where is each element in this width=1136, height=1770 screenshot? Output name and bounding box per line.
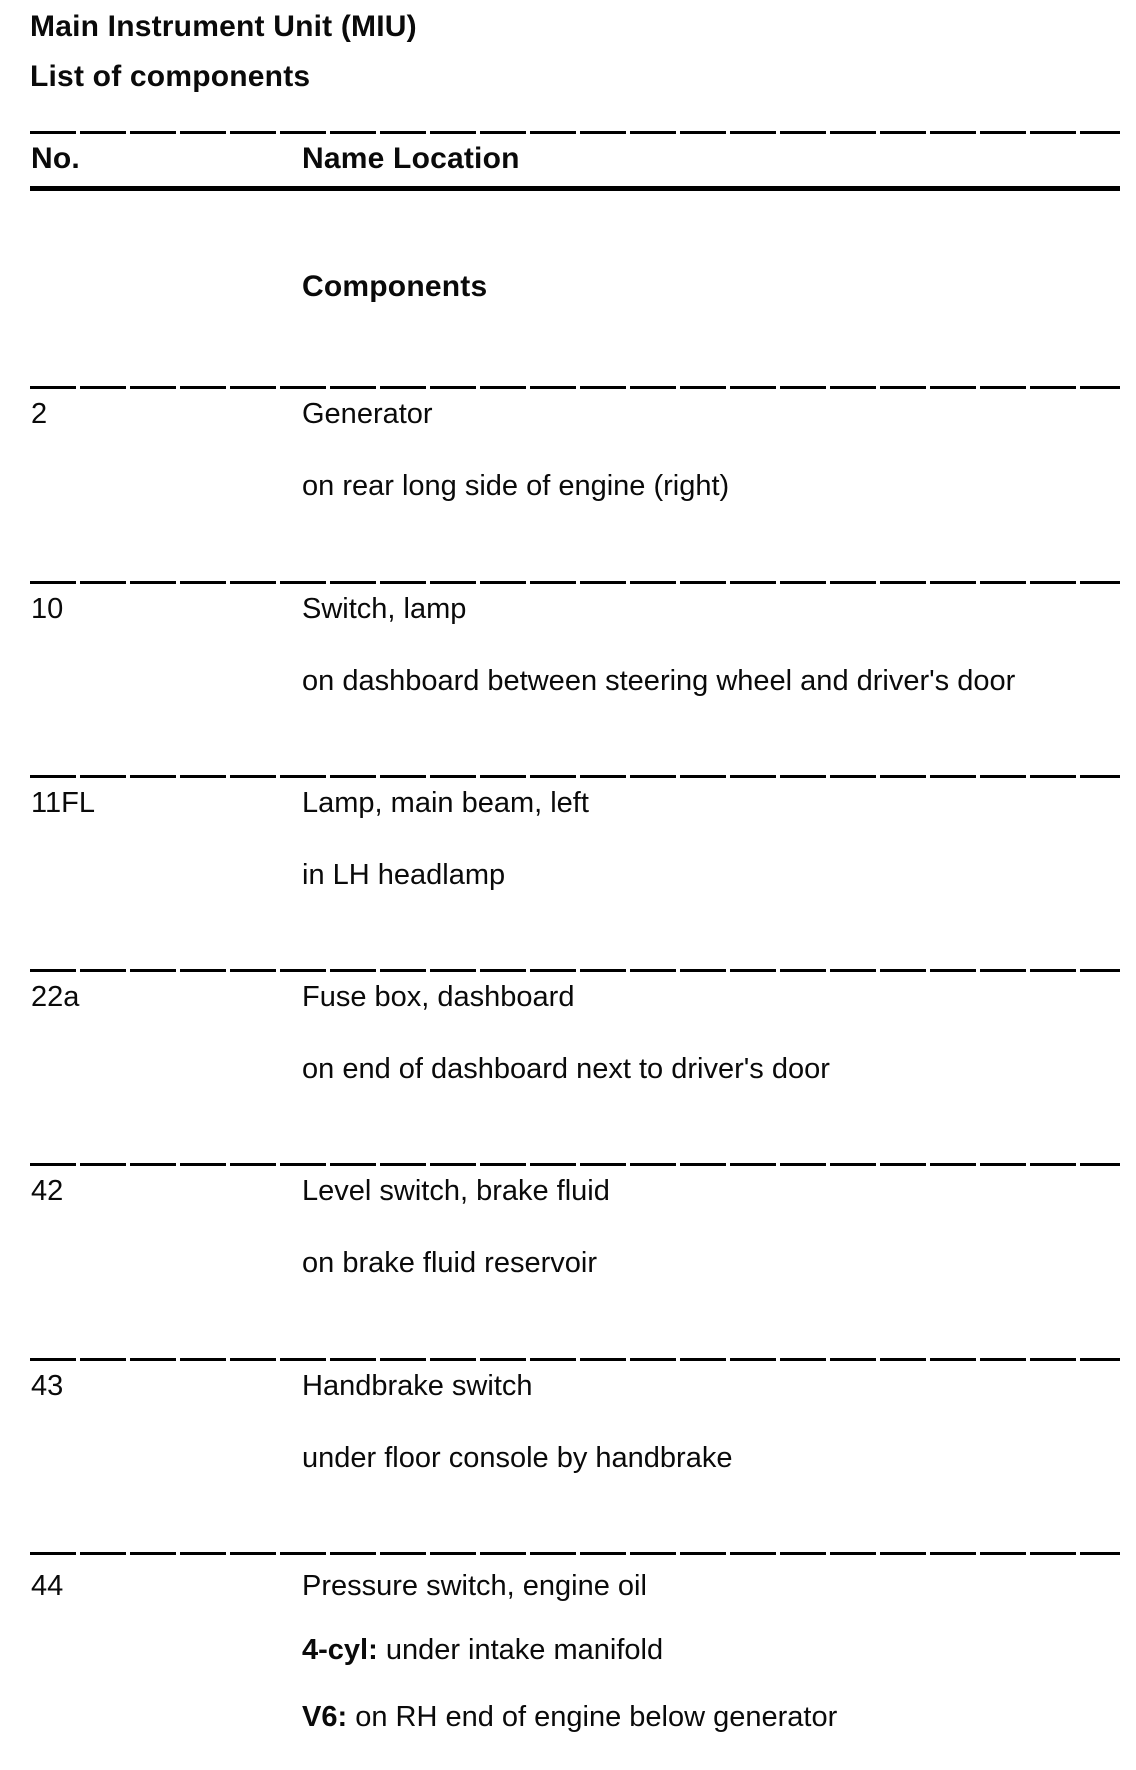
component-name: Fuse box, dashboard xyxy=(302,981,575,1013)
table-row xyxy=(0,775,1136,970)
component-number: 11FL xyxy=(31,787,95,819)
section-header-components: Components xyxy=(302,270,488,303)
row-separator-rule xyxy=(30,1163,1120,1166)
column-header-no: No. xyxy=(31,142,80,175)
component-number: 44 xyxy=(31,1570,64,1602)
location-variant-label: 4-cyl: xyxy=(302,1634,378,1666)
component-name: Pressure switch, engine oil xyxy=(302,1570,647,1602)
header-bottom-rule xyxy=(30,186,1120,191)
row-separator-rule xyxy=(30,1552,1120,1555)
component-location: on brake fluid reservoir xyxy=(302,1247,597,1279)
component-location: on dashboard between steering wheel and driver's door xyxy=(302,665,1016,697)
row-separator-rule xyxy=(30,581,1120,584)
table-row xyxy=(0,581,1136,776)
component-number: 42 xyxy=(31,1175,64,1207)
table-row xyxy=(0,386,1136,581)
component-name: Level switch, brake fluid xyxy=(302,1175,610,1207)
component-location-variant xyxy=(302,1701,837,1734)
component-number: 10 xyxy=(31,593,64,625)
page-subtitle: List of components xyxy=(30,60,311,93)
table-row xyxy=(0,969,1136,1164)
row-separator-rule xyxy=(30,1358,1120,1361)
component-name: Handbrake switch xyxy=(302,1370,533,1402)
component-location: on end of dashboard next to driver's door xyxy=(302,1053,830,1085)
component-number: 22a xyxy=(31,981,80,1013)
component-number: 2 xyxy=(31,398,48,430)
row-separator-rule xyxy=(30,969,1120,972)
component-name: Lamp, main beam, left xyxy=(302,787,589,819)
component-location-variant xyxy=(302,1634,663,1667)
row-separator-rule xyxy=(30,386,1120,389)
table-row xyxy=(0,1163,1136,1358)
table-row xyxy=(0,1552,1136,1770)
column-header-name-location: Name Location xyxy=(302,142,520,175)
location-variant-label: V6: xyxy=(302,1701,348,1733)
location-variant-text: on RH end of engine below generator xyxy=(347,1701,838,1733)
page-title: Main Instrument Unit (MIU) xyxy=(30,10,417,43)
component-name: Generator xyxy=(302,398,433,430)
table-top-rule xyxy=(30,131,1120,134)
table-row xyxy=(0,1358,1136,1553)
component-location: on rear long side of engine (right) xyxy=(302,470,730,502)
row-separator-rule xyxy=(30,775,1120,778)
location-variant-text: under intake manifold xyxy=(377,1634,664,1666)
component-location: in LH headlamp xyxy=(302,859,506,891)
component-location: under floor console by handbrake xyxy=(302,1442,733,1474)
component-number: 43 xyxy=(31,1370,64,1402)
component-name: Switch, lamp xyxy=(302,593,467,625)
